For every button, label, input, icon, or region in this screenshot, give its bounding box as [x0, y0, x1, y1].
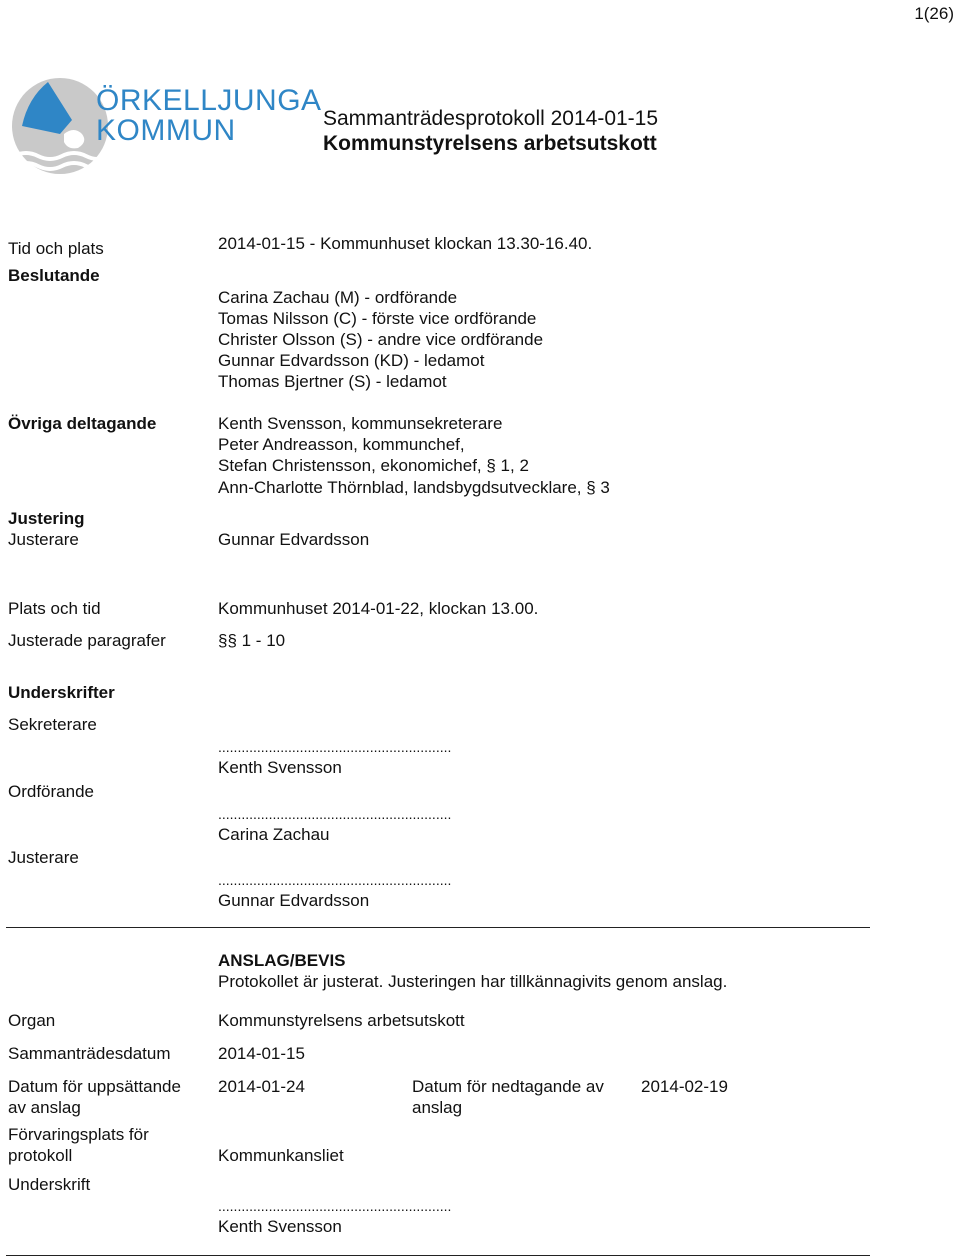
- deciding-member: Thomas Bjertner (S) - ledamot: [218, 372, 447, 391]
- signature-line: ............................................................: [218, 872, 452, 888]
- secretary-name: Kenth Svensson: [218, 758, 342, 777]
- divider: [6, 927, 870, 928]
- paragraphs-value: §§ 1 - 10: [218, 631, 286, 650]
- place-time-value: Kommunhuset 2014-01-22, klockan 13.00.: [218, 599, 539, 618]
- storage-value: Kommunkansliet: [218, 1146, 344, 1165]
- adjuster-label: Justerare: [8, 530, 79, 549]
- removal-date-label: anslag: [412, 1098, 463, 1117]
- page-number: 1(26): [914, 4, 954, 23]
- organ-label: Organ: [8, 1011, 56, 1030]
- deciding-member: Gunnar Edvardsson (KD) - ledamot: [218, 351, 485, 370]
- signature-line: ............................................................: [218, 806, 452, 822]
- removal-date-value: 2014-02-19: [641, 1077, 728, 1096]
- document-subtitle: Kommunstyrelsens arbetsutskott: [323, 132, 657, 155]
- adjuster-value: Gunnar Edvardsson: [218, 530, 370, 549]
- chair-name: Carina Zachau: [218, 825, 330, 844]
- deciding-label: Beslutande: [8, 266, 100, 285]
- adjuster-signature-label: Justerare: [8, 848, 79, 867]
- time-place-value: 2014-01-15 - Kommunhuset klockan 13.30-16.40.: [218, 234, 593, 253]
- other-participant: Stefan Christensson, ekonomichef, § 1, 2: [218, 456, 529, 475]
- divider: [6, 1255, 870, 1256]
- posting-date-value: 2014-01-24: [218, 1077, 305, 1096]
- time-place-label: Tid och plats: [8, 239, 104, 258]
- logo-line2: KOMMUN: [96, 114, 236, 147]
- adjuster-name: Gunnar Edvardsson: [218, 891, 370, 910]
- document-title: Sammanträdesprotokoll 2014-01-15: [323, 107, 659, 130]
- meeting-date-label: Sammanträdesdatum: [8, 1044, 171, 1063]
- deciding-member: Christer Olsson (S) - andre vice ordförande: [218, 330, 544, 349]
- bell-icon: [8, 76, 322, 186]
- logo-line1: ÖRKELLJUNGA: [96, 84, 322, 117]
- storage-label: Förvaringsplats för: [8, 1125, 149, 1144]
- organ-value: Kommunstyrelsens arbetsutskott: [218, 1011, 465, 1030]
- other-participant: Ann-Charlotte Thörnblad, landsbygdsutvecklare, § 3: [218, 478, 610, 497]
- posting-date-label: Datum för uppsättande: [8, 1077, 181, 1096]
- chair-label: Ordförande: [8, 782, 94, 801]
- deciding-member: Carina Zachau (M) - ordförande: [218, 288, 458, 307]
- municipality-logo: [8, 76, 322, 186]
- other-participant: Peter Andreasson, kommunchef,: [218, 435, 465, 454]
- others-label: Övriga deltagande: [8, 414, 157, 433]
- other-participant: Kenth Svensson, kommunsekreterare: [218, 414, 503, 433]
- storage-label: protokoll: [8, 1146, 73, 1165]
- place-time-label: Plats och tid: [8, 599, 101, 618]
- notice-text: Protokollet är justerat. Justeringen har tillkännagivits genom anslag.: [218, 972, 728, 991]
- removal-date-label: Datum för nedtagande av: [412, 1077, 604, 1096]
- notice-heading: ANSLAG/BEVIS: [218, 951, 346, 970]
- secretary-label: Sekreterare: [8, 715, 97, 734]
- adjustment-label: Justering: [8, 509, 85, 528]
- signature-line: ............................................................: [218, 1198, 452, 1214]
- signature-line: ............................................................: [218, 739, 452, 755]
- signatures-heading: Underskrifter: [8, 683, 115, 702]
- paragraphs-label: Justerade paragrafer: [8, 631, 166, 650]
- posting-date-label: av anslag: [8, 1098, 81, 1117]
- signature-name: Kenth Svensson: [218, 1217, 342, 1236]
- signature-label: Underskrift: [8, 1175, 91, 1194]
- deciding-member: Tomas Nilsson (C) - förste vice ordförande: [218, 309, 537, 328]
- meeting-date-value: 2014-01-15: [218, 1044, 305, 1063]
